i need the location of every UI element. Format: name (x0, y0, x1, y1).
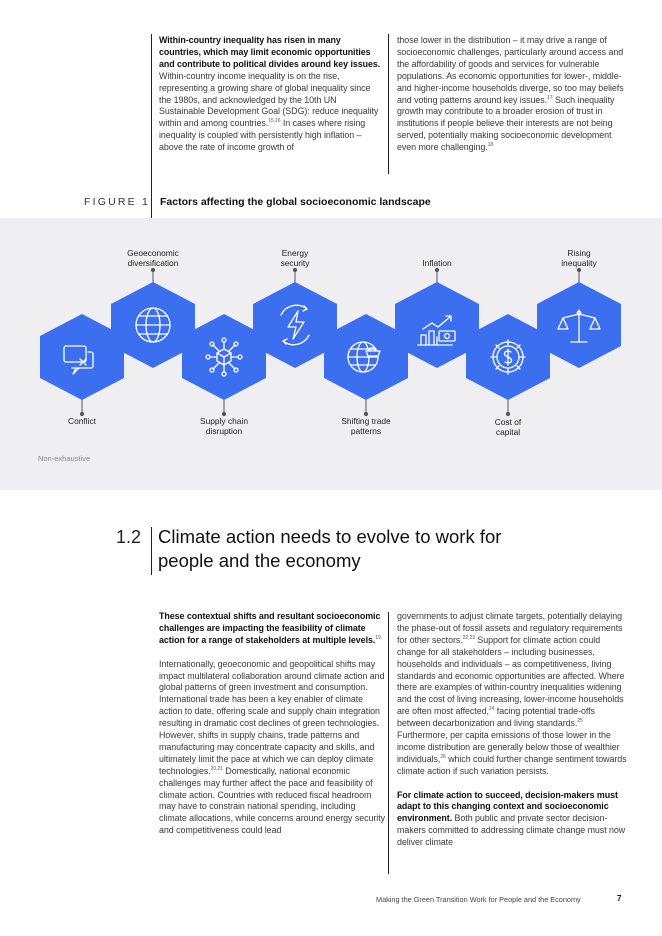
factor-label-conflict: Conflict (68, 416, 96, 426)
top-right-text-2: Such inequality growth may contribute to a broader erosion of trust in institutions if people believe their interests are not being served, potentially making socioeconomic development even more challenging. (397, 94, 615, 153)
section-title: Climate action needs to evolve to work for people and the economy (158, 526, 502, 571)
factor-label-trade: Shifting trade patterns (341, 416, 391, 436)
body-left-column (159, 611, 385, 837)
page-number: 7 (617, 894, 622, 903)
ref: 18 (487, 142, 494, 149)
factor-label-inequality: Rising inequality (561, 248, 597, 268)
body-left-paragraph: Internationally, geoeconomic and geopolitical shifts may impact multilateral collaboration around climate action and global patterns of green investment and consumption. International trade has been a key enabler of climate action to date, offering scale and supply chain integration resulting in dramatic cost declines of green technologies. However, shifts in supply chains, trade patterns and manufacturing may concentrate capacity and skills, and ultimately limit the pace at which we can deploy climate technologies. (159, 658, 385, 776)
section-number: 1.2 (116, 527, 142, 547)
top-right-column-rule (388, 34, 389, 174)
top-column-rule (151, 34, 152, 222)
top-right-column (397, 35, 625, 154)
top-left-text-2: In cases where rising inequality is coupled with persistently high inflation – above the rate of income growth of (159, 118, 366, 153)
figure-title: Factors affecting the global socioeconomic landscape (160, 196, 431, 208)
body-right-text: governments to adjust climate targets, potentially delaying the phase-out of fossil assets and regulatory requirements for other sectors. (397, 611, 623, 645)
ref: 19 (375, 634, 381, 641)
top-left-text: Within-country income inequality is on the rise, representing a growing share of global inequality since the 1980s, and acknowledged by the 10th UN Sustainable Development Goal (SDG): reduce inequality within and among countries. (159, 70, 379, 129)
factor-label-capital: Cost of capital (494, 417, 522, 437)
section-rule (151, 527, 152, 575)
top-left-lead: Within-country inequality has risen in many countries, which may limit economic opportunities and contribute to political divides around key issues. (159, 35, 381, 69)
ref: 25 (577, 718, 583, 725)
footer-title: Making the Green Transition Work for People and the Economy (376, 895, 581, 904)
body-left-lead: These contextual shifts and resultant socioeconomic challenges are impacting the feasibility of climate action for a range of stakeholders at multiple levels. (159, 611, 381, 645)
ref: 15,16 (268, 118, 281, 125)
figure-note: Non-exhaustive (38, 454, 91, 463)
body-right-text-6: Both public and private sector decision-makers committed to addressing climate change must now deliver climate (397, 813, 626, 848)
factor-label-energy: Energy security (280, 248, 310, 268)
top-right-text: those lower in the distribution – it may drive a range of socioeconomic challenges, particularly around access and the affordability of goods and services for vulnerable populations. As economic opportunities for lower-, middle- and higher-income households diverge, so too may beliefs and voting patterns around key issues. (397, 35, 624, 105)
body-column-rule (388, 612, 389, 874)
factor-label-supply-chain: Supply chain disruption (200, 416, 248, 436)
ref: 17 (547, 94, 553, 101)
gear-dollar-icon (491, 340, 525, 374)
ref: 24 (488, 706, 495, 713)
body-right-text-5: which could further change sentiment towards climate action if such variation persists. (397, 753, 627, 776)
ref: 26 (440, 753, 446, 760)
body-right-text-3: facing potential trade-offs between decarbonization and living standards. (397, 706, 595, 729)
body-right-column (397, 611, 627, 849)
body-left-paragraph-2: Domestically, national economic challenges may further affect the pace and feasibility of climate action. Countries with reduced fiscal headroom may have to constrain national spending, including climate allocations, while concerns around energy security and competitiveness could lead (159, 765, 385, 836)
figure-panel (0, 218, 662, 490)
body-right-text-4: Furthermore, per capita emissions of those lower in the income distribution are generally below those of wealthier individuals, (397, 730, 620, 764)
figure-label: FIGURE 1 (84, 196, 151, 208)
body-right-lead: For climate action to succeed, decision-makers must adapt to this changing context and socioeconomic environment. (397, 789, 618, 824)
top-left-column (159, 35, 381, 154)
body-right-text-2: Support for climate action could change for all stakeholders – including businesses, households and individuals – as competitiveness, living standards and economic opportunities are affected. Where there are examples of within-country inequalities widening and the cost of living increasing, lower-income households are often most affected, (397, 634, 625, 717)
ref: 20,21 (210, 765, 223, 772)
factor-label-geoeconomic: Geoeconomic diversification (127, 248, 179, 268)
ref: 22,23 (462, 634, 475, 641)
factor-label-inflation: Inflation (422, 258, 452, 268)
